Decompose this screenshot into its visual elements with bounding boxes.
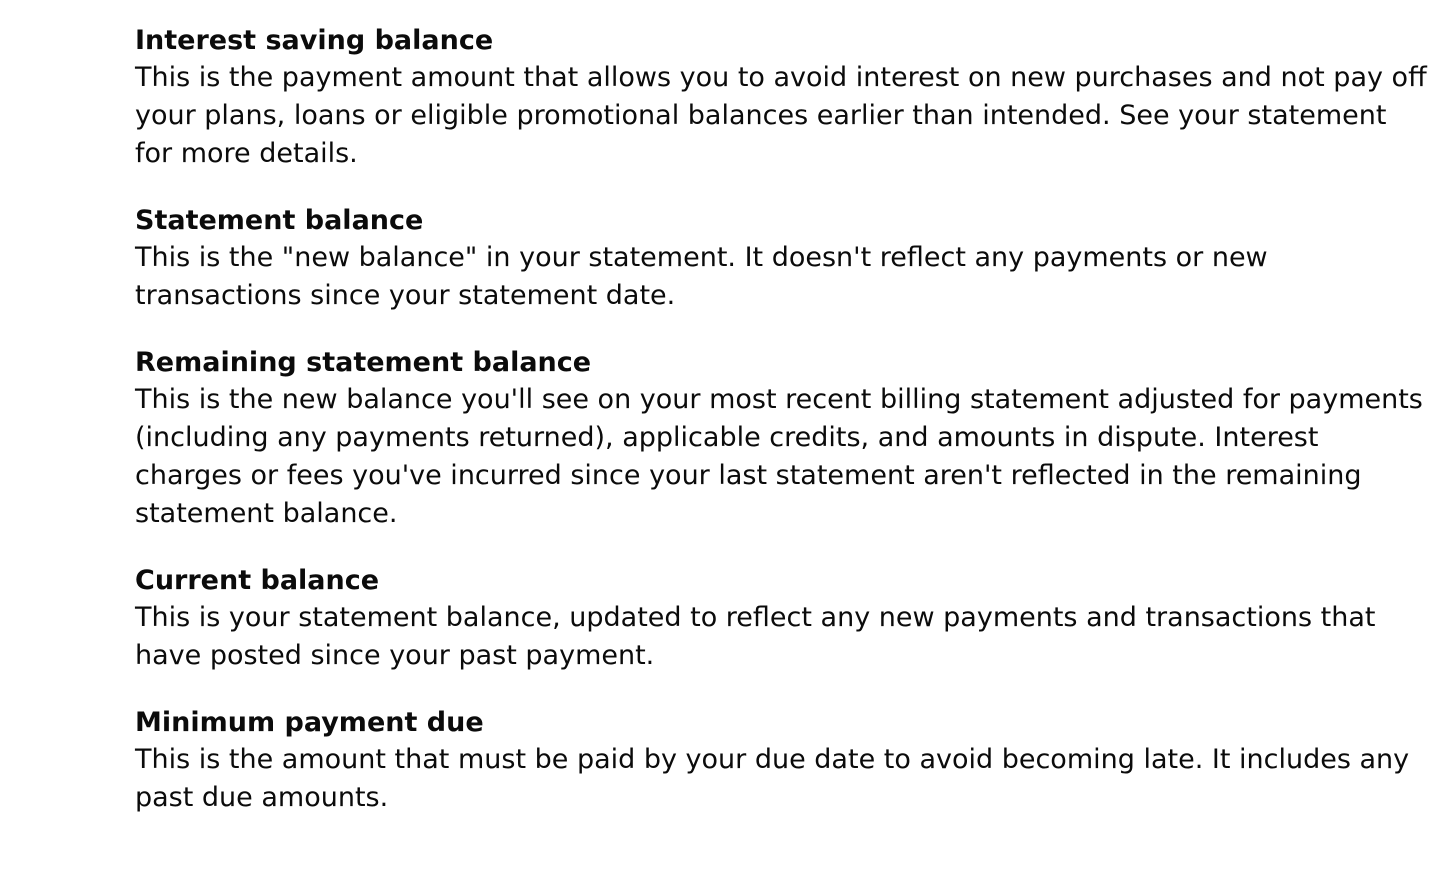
term-description: This is the payment amount that allows you to avoid interest on new purchases and not pay off your plans, loans or eligible promotional balances earlier than intended. See your statement for more details. [135, 62, 1427, 169]
term-heading: Remaining statement balance [135, 347, 592, 378]
definition-statement-balance [135, 202, 1430, 315]
term-heading: Statement balance [135, 205, 424, 236]
term-heading: Current balance [135, 565, 380, 596]
definition-minimum-payment-due [135, 704, 1430, 817]
definition-remaining-statement-balance [135, 344, 1430, 533]
term-description: This is the "new balance" in your statement. It doesn't reflect any payments or new transactions since your statement date. [135, 242, 1268, 311]
balance-definitions-list [135, 22, 1430, 846]
term-description: This is the amount that must be paid by your due date to avoid becoming late. It includes any past due amounts. [135, 744, 1410, 813]
term-description: This is the new balance you'll see on your most recent billing statement adjusted for payments (including any payments returned), applicable credits, and amounts in dispute. Interest charges or fees you've incurred since your last statement aren't reflected in the remaining statement balance. [135, 384, 1423, 529]
definition-interest-saving-balance [135, 22, 1430, 173]
definition-current-balance [135, 562, 1430, 675]
term-heading: Minimum payment due [135, 707, 484, 738]
term-description: This is your statement balance, updated to reflect any new payments and transactions that have posted since your past payment. [135, 602, 1376, 671]
term-heading: Interest saving balance [135, 25, 494, 56]
